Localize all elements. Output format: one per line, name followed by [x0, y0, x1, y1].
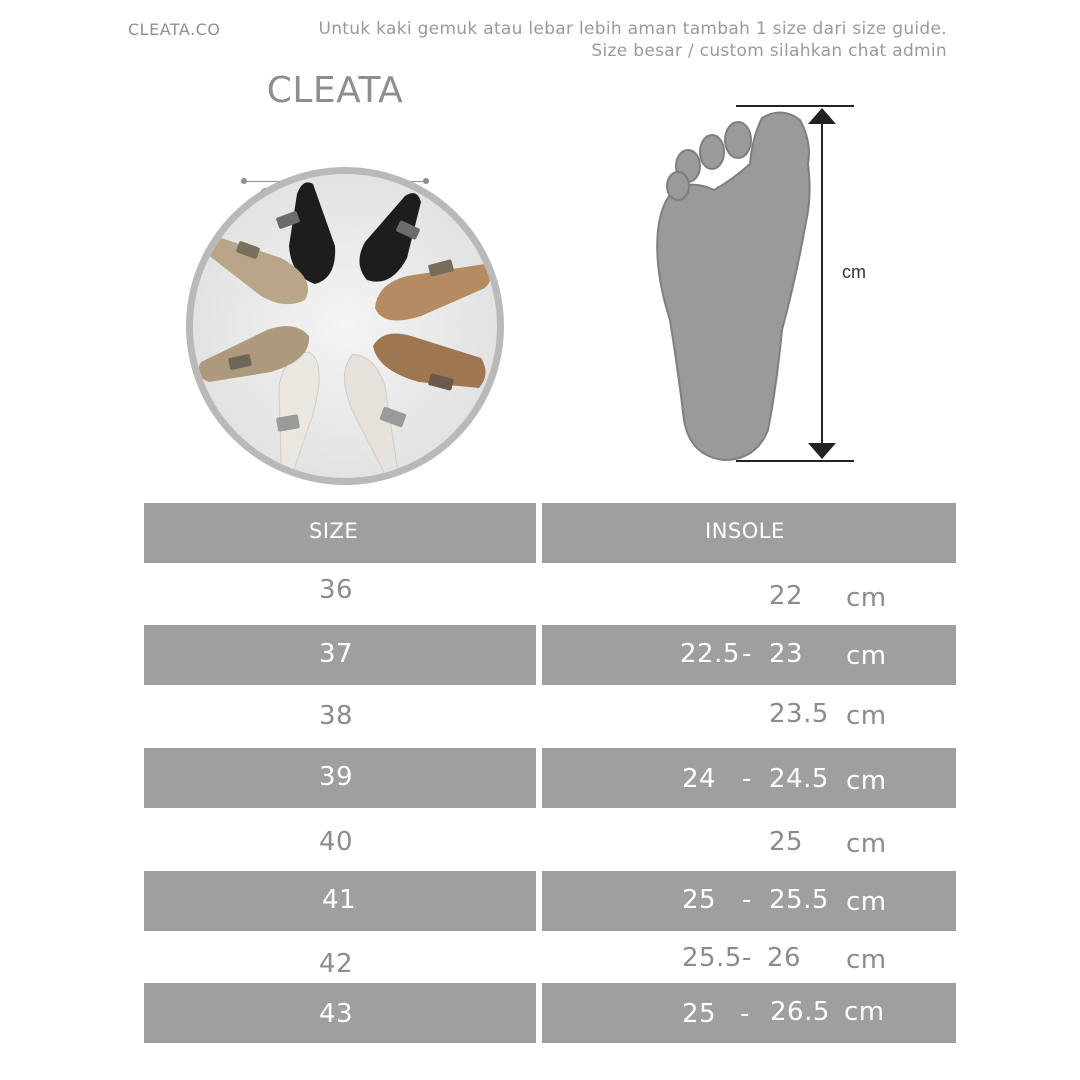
title-block [236, 70, 434, 112]
header-insole-cell [542, 503, 956, 563]
insole-to: 22 [769, 581, 804, 611]
header-insole: INSOLE [705, 519, 785, 543]
product-photo [185, 166, 505, 486]
size-note [318, 18, 947, 62]
insole-unit: cm [846, 766, 887, 796]
insole-to: 25 [769, 827, 804, 857]
size-value: 41 [322, 885, 357, 915]
insole-dash: - [742, 943, 752, 973]
size-value: 36 [319, 575, 354, 605]
insole-to: 26 [767, 943, 802, 973]
insole-unit: cm [846, 945, 887, 975]
size-value: 37 [319, 639, 354, 669]
insole-to: 24.5 [769, 764, 829, 794]
table-row [144, 931, 956, 991]
insole-to: 25.5 [769, 885, 829, 915]
insole-dash: - [740, 999, 750, 1029]
size-value: 39 [319, 762, 354, 792]
size-value: 42 [319, 949, 354, 979]
size-note-line-2: Size besar / custom silahkan chat admin [591, 41, 947, 61]
arrow-up-icon [808, 108, 836, 124]
insole-dash: - [742, 764, 752, 794]
insole-from: 25 [682, 885, 717, 915]
arrow-down-icon [808, 443, 836, 459]
size-value: 40 [319, 827, 354, 857]
insole-to: 23 [769, 639, 804, 669]
table-row [144, 748, 956, 808]
insole-unit: cm [846, 701, 887, 731]
foot-diagram [640, 100, 900, 470]
insole-unit: cm [846, 583, 887, 613]
table-row [144, 871, 956, 931]
insole-to: 26.5 [770, 997, 830, 1027]
foot-silhouette [657, 112, 809, 460]
insole-to: 23.5 [769, 699, 829, 729]
header-size: SIZE [309, 519, 359, 543]
insole-from: 25 [682, 999, 717, 1029]
table-row [144, 983, 956, 1043]
size-note-line-1: Untuk kaki gemuk atau lebar lebih aman tambah 1 size dari size guide. [318, 19, 947, 39]
table-row [144, 687, 956, 747]
insole-unit: cm [844, 997, 885, 1027]
insole-unit: cm [846, 829, 887, 859]
insole-unit: cm [846, 641, 887, 671]
table-row [144, 565, 956, 625]
insole-dash: - [742, 885, 752, 915]
size-value: 38 [319, 701, 354, 731]
table-header-row [144, 503, 956, 563]
insole-unit: cm [846, 887, 887, 917]
insole-dash: - [742, 639, 752, 669]
table-row [144, 625, 956, 685]
header-size-cell [144, 503, 536, 563]
insole-from: 24 [682, 764, 717, 794]
page-title: CLEATA [266, 70, 404, 111]
size-value: 43 [319, 999, 354, 1029]
insole-from: 22.5 [680, 639, 740, 669]
insole-from: 25.5 [682, 943, 742, 973]
measure-unit-label: cm [842, 262, 866, 282]
brand-label: CLEATA.CO [128, 20, 221, 39]
table-row [144, 811, 956, 871]
